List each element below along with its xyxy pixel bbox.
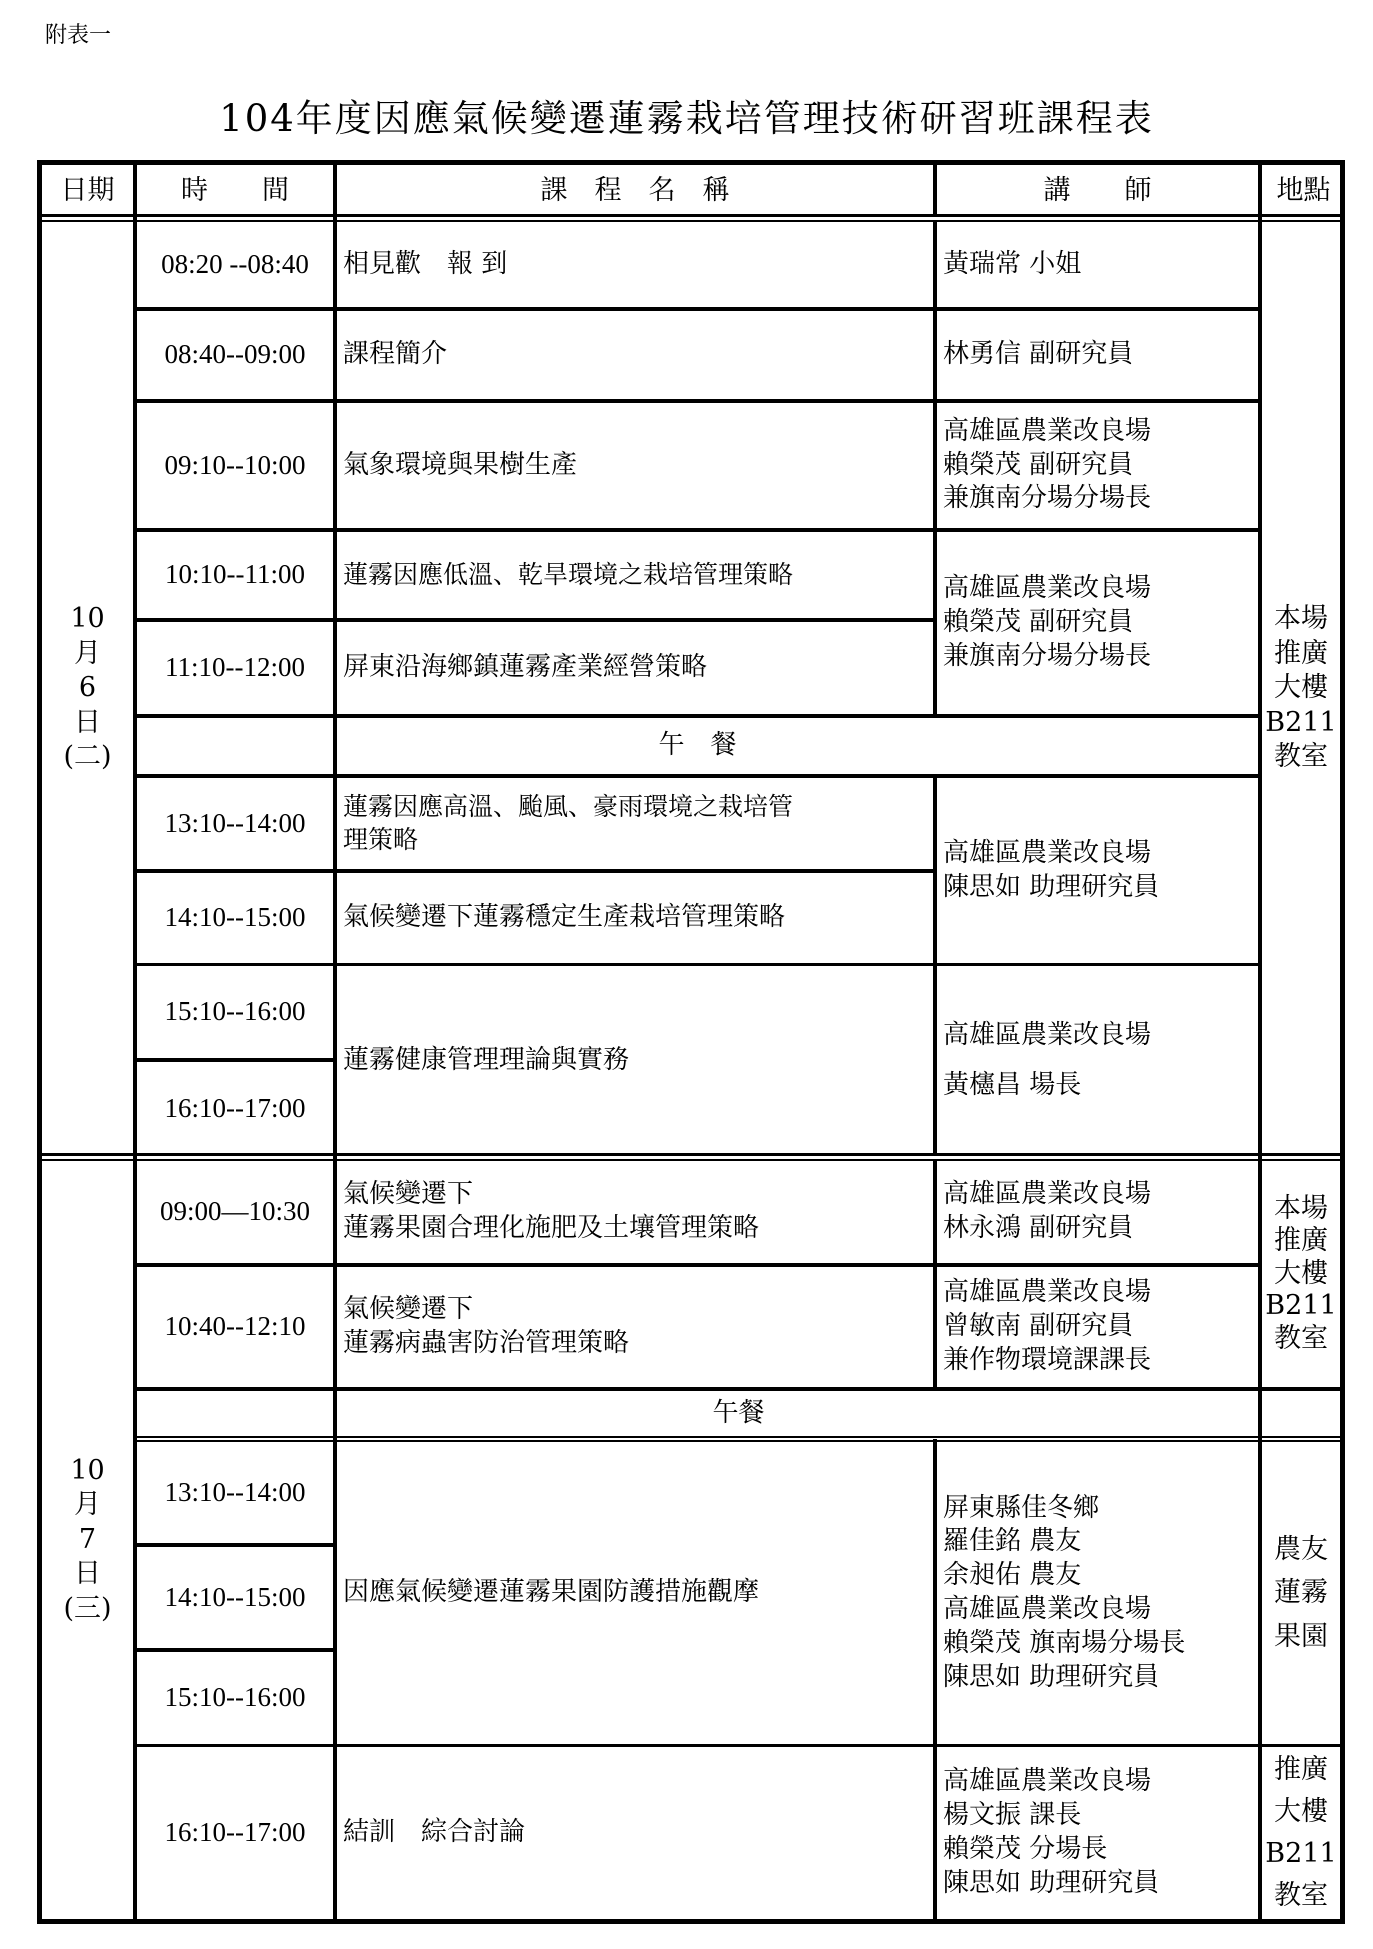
time-slot: 09:10--10:00 bbox=[164, 449, 306, 480]
course-line: 蓮霧果園合理化施肥及土壤管理策略 bbox=[343, 1213, 760, 1243]
teacher-line: 賴榮茂 分場長 bbox=[943, 1834, 1108, 1864]
day2-location-closing bbox=[1262, 1747, 1340, 1919]
course-name: 相見歡 報 到 bbox=[343, 248, 508, 279]
teacher-line: 羅佳銘 農友 bbox=[943, 1526, 1082, 1557]
page-title: 104年度因應氣候變遷蓮霧栽培管理技術研習班課程表 bbox=[219, 97, 1154, 140]
course-name: 課程簡介 bbox=[343, 339, 448, 370]
date-text: 7 bbox=[78, 1523, 97, 1555]
teacher-line: 賴榮茂 副研究員 bbox=[943, 449, 1134, 480]
date-text: 日 bbox=[74, 706, 101, 738]
teacher-line: 兼旗南分場分場長 bbox=[943, 483, 1152, 514]
course-name: 氣候變遷下蓮霧穩定生產栽培管理策略 bbox=[343, 902, 786, 933]
teacher bbox=[937, 1267, 1258, 1387]
date-text: 月 bbox=[74, 1489, 101, 1521]
time-slot: 10:40--12:10 bbox=[164, 1311, 306, 1342]
location-line: B211 bbox=[1265, 1290, 1337, 1322]
teacher-line: 高雄區農業改良場 bbox=[943, 1594, 1152, 1624]
time-slot: 08:40--09:00 bbox=[164, 339, 306, 370]
teacher bbox=[937, 1747, 1258, 1919]
teacher-line: 陳思如 助理研究員 bbox=[943, 1661, 1160, 1692]
teacher-line: 高雄區農業改良場 bbox=[943, 1277, 1152, 1308]
teacher-line: 林永鴻 副研究員 bbox=[943, 1213, 1134, 1243]
course-name: 氣象環境與果樹生產 bbox=[343, 449, 578, 480]
teacher-line: 余昶佑 農友 bbox=[943, 1560, 1082, 1591]
teacher-line: 賴榮茂 副研究員 bbox=[943, 607, 1134, 638]
location-line: 大樓 bbox=[1274, 672, 1328, 704]
time-slot: 14:10--15:00 bbox=[164, 1581, 306, 1612]
teacher-line: 陳思如 助理研究員 bbox=[943, 871, 1160, 902]
course-name bbox=[337, 1267, 933, 1387]
teacher-line: 高雄區農業改良場 bbox=[943, 415, 1152, 446]
teacher-line: 高雄區農業改良場 bbox=[943, 1020, 1152, 1051]
header-course: 課 程 名 稱 bbox=[540, 174, 730, 206]
day1-date bbox=[42, 222, 133, 1155]
time-slot: 15:10--16:00 bbox=[164, 996, 306, 1027]
time-slot: 13:10--14:00 bbox=[164, 1476, 306, 1507]
teacher-line: 楊文振 課長 bbox=[943, 1800, 1082, 1831]
teacher-line: 曾敏南 副研究員 bbox=[943, 1311, 1134, 1342]
teacher-line: 高雄區農業改良場 bbox=[943, 573, 1152, 604]
location-line: 教室 bbox=[1274, 1879, 1328, 1911]
location-line: 大樓 bbox=[1274, 1257, 1328, 1289]
teacher bbox=[937, 403, 1258, 528]
header-date: 日期 bbox=[60, 174, 115, 206]
annex-label: 附表一 bbox=[45, 23, 112, 48]
time-slot: 15:10--16:00 bbox=[164, 1682, 306, 1713]
course-line: 蓮霧因應高溫、颱風、豪雨環境之栽培管 bbox=[343, 792, 794, 821]
location-line: B211 bbox=[1265, 706, 1337, 738]
schedule-table bbox=[37, 160, 1345, 1924]
course-line: 理策略 bbox=[343, 824, 419, 854]
teacher-line: 兼作物環境課課長 bbox=[943, 1344, 1152, 1375]
teacher-line: 兼旗南分場分場長 bbox=[943, 640, 1152, 671]
course-line: 蓮霧病蟲害防治管理策略 bbox=[343, 1328, 630, 1358]
course-name: 蓮霧因應低溫、乾旱環境之栽培管理策略 bbox=[343, 559, 794, 589]
date-text: 10 bbox=[70, 1454, 105, 1486]
location-line: 本場 bbox=[1274, 1193, 1328, 1225]
teacher: 林勇信 副研究員 bbox=[943, 339, 1134, 370]
course-line: 氣候變遷下 bbox=[343, 1294, 474, 1325]
time-slot: 16:10--17:00 bbox=[164, 1817, 306, 1848]
location-line: 推廣 bbox=[1274, 1225, 1328, 1257]
teacher bbox=[937, 532, 1258, 714]
location-line: 本場 bbox=[1274, 603, 1328, 635]
teacher-line: 高雄區農業改良場 bbox=[943, 837, 1152, 868]
day1-location bbox=[1262, 222, 1340, 1155]
lunch-break: 午 餐 bbox=[658, 730, 737, 761]
lunch-break: 午餐 bbox=[712, 1397, 765, 1428]
header-time: 時 間 bbox=[181, 174, 289, 206]
teacher: 黃瑞常 小姐 bbox=[943, 248, 1082, 279]
location-line: 教室 bbox=[1274, 741, 1328, 773]
location-line: 大樓 bbox=[1274, 1796, 1328, 1828]
course-name bbox=[337, 1161, 933, 1263]
teacher bbox=[937, 966, 1258, 1155]
location-line: 推廣 bbox=[1274, 637, 1328, 669]
teacher-line: 高雄區農業改良場 bbox=[943, 1179, 1152, 1210]
teacher-line: 陳思如 助理研究員 bbox=[943, 1867, 1160, 1898]
time-slot: 08:20 --08:40 bbox=[161, 248, 309, 279]
location-line: B211 bbox=[1265, 1838, 1337, 1869]
date-text: 6 bbox=[78, 672, 97, 704]
course-line: 氣候變遷下 bbox=[343, 1179, 474, 1210]
date-text: 10 bbox=[70, 603, 105, 635]
time-slot: 13:10--14:00 bbox=[164, 807, 306, 838]
course-name bbox=[337, 778, 933, 869]
day2-location-morning bbox=[1262, 1161, 1340, 1387]
date-text: (二) bbox=[63, 741, 112, 773]
time-slot: 14:10--15:00 bbox=[164, 902, 306, 933]
time-slot: 09:00—10:30 bbox=[159, 1196, 310, 1227]
teacher bbox=[937, 1442, 1258, 1744]
day2-date bbox=[42, 1161, 133, 1919]
teacher-line: 屏東縣佳冬鄉 bbox=[943, 1492, 1100, 1523]
location-line: 果園 bbox=[1274, 1620, 1328, 1652]
course-name: 結訓 綜合討論 bbox=[343, 1817, 526, 1848]
teacher-line: 高雄區農業改良場 bbox=[943, 1766, 1152, 1797]
location-line: 蓮霧 bbox=[1274, 1577, 1328, 1609]
location-line: 教室 bbox=[1274, 1322, 1328, 1354]
teacher bbox=[937, 778, 1258, 963]
course-name: 蓮霧健康管理理論與實務 bbox=[343, 1044, 630, 1075]
date-text: 日 bbox=[74, 1558, 101, 1590]
time-slot: 16:10--17:00 bbox=[164, 1092, 306, 1123]
date-text: 月 bbox=[74, 637, 101, 669]
time-slot: 11:10--12:00 bbox=[165, 652, 305, 683]
course-name: 屏東沿海鄉鎮蓮霧產業經營策略 bbox=[343, 652, 708, 683]
header-location: 地點 bbox=[1276, 174, 1331, 206]
date-text: (三) bbox=[63, 1592, 112, 1624]
time-slot: 10:10--11:00 bbox=[165, 559, 305, 590]
course-name: 因應氣候變遷蓮霧果園防護措施觀摩 bbox=[343, 1577, 760, 1608]
location-line: 農友 bbox=[1274, 1534, 1328, 1566]
header-teacher: 講 師 bbox=[1043, 174, 1152, 206]
teacher-line: 黃櫶昌 場長 bbox=[943, 1069, 1082, 1100]
location-line: 推廣 bbox=[1274, 1754, 1328, 1786]
teacher-line: 賴榮茂 旗南場分場長 bbox=[943, 1627, 1186, 1658]
teacher bbox=[937, 1161, 1258, 1263]
day2-location-visit bbox=[1262, 1442, 1340, 1744]
